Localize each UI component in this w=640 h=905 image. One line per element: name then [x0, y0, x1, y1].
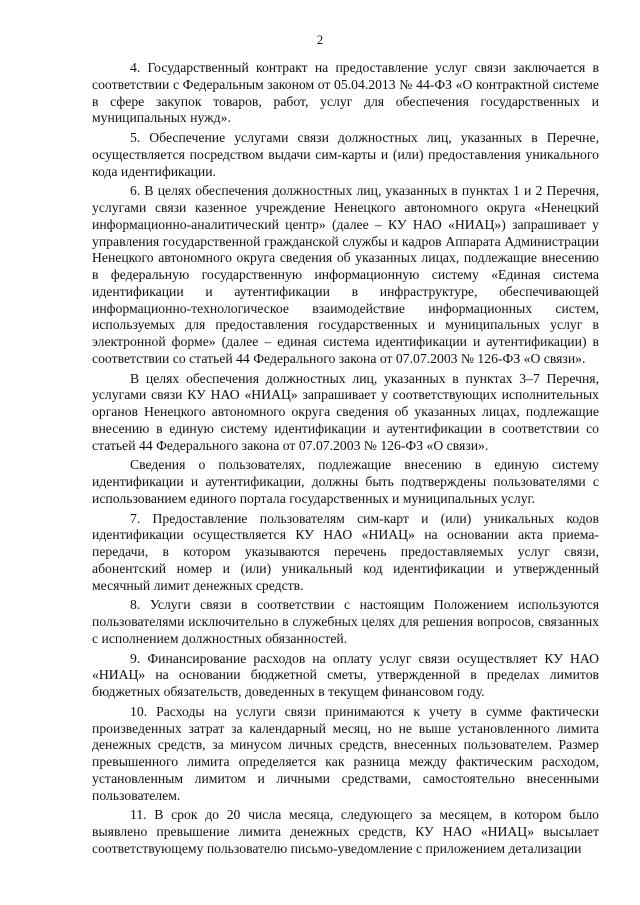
paragraph-item-5: 5. Обеспечение услугами связи должностных лиц, указанных в Перечне, осуществляется посредством выдачи сим-карты и (или) предоставления уникального кода идентификации.	[92, 130, 599, 179]
paragraph-item-6: 6. В целях обеспечения должностных лиц, указанных в пунктах 1 и 2 Перечня, услугами связи казенное учреждение Ненецкого автономного округа «Ненецкий информационно-аналитический центр» (далее – КУ НАО «НИАЦ») запрашивает у управления государственной гражданской службы и кадров Аппарата Администрации Ненецкого автономного округа сведения об указанных лицах, подлежащие внесению в федеральную государственную информационную систему «Единая система идентификации и аутентификации в инфраструктуре, обеспечивающей информационно-технологическое взаимодействие информационных систем, используемых для предоставления государственных и муниципальных услуг в электронной форме» (далее – единая система идентификации и аутентификации) в соответствии со статьей 44 Федерального закона от 07.07.2003 № 126-ФЗ «О связи».	[92, 183, 599, 366]
paragraph-item-7: 7. Предоставление пользователям сим-карт и (или) уникальных кодов идентификации осуществляется КУ НАО «НИАЦ» на основании акта приема-передачи, в котором указываются перечень предоставляемых услуг связи, абонентский номер и (или) уникальный код идентификации и утвержденный месячный лимит денежных средств.	[92, 510, 599, 593]
paragraph-item-11: 11. В срок до 20 числа месяца, следующего за месяцем, в котором было выявлено превышение лимита денежных средств, КУ НАО «НИАЦ» высылает соответствующему пользователю письмо-уведомление с приложением детализации	[92, 807, 599, 856]
page-number: 2	[316, 33, 324, 47]
paragraph-item-6-part-3: Сведения о пользователях, подлежащие внесению в единую систему идентификации и аутентификации, должны быть подтверждены пользователями с использованием единого портала государственных и муниципальных услуг.	[92, 457, 599, 506]
paragraph-item-9: 9. Финансирование расходов на оплату услуг связи осуществляет КУ НАО «НИАЦ» на основании бюджетной сметы, утвержденной в пределах лимитов бюджетных обязательств, доведенных в текущем финансовом году.	[92, 650, 599, 699]
document-body	[92, 60, 599, 858]
paragraph-item-8: 8. Услуги связи в соответствии с настоящим Положением используются пользователями исключительно в служебных целях для решения вопросов, связанных с исполнением должностных обязанностей.	[92, 597, 599, 646]
paragraph-item-4: 4. Государственный контракт на предоставление услуг связи заключается в соответствии с Федеральным законом от 05.04.2013 № 44-ФЗ «О контрактной системе в сфере закупок товаров, работ, услуг для обеспечения государственных и муниципальных нужд».	[92, 60, 599, 126]
paragraph-item-10: 10. Расходы на услуги связи принимаются к учету в сумме фактически произведенных затрат за календарный месяц, но не выше установленного лимита денежных средств, за минусом личных средств, внесенных пользователем. Размер превышенного лимита определяется как разница между фактическим расходом, установленным лимитом и личными средствами, самостоятельно внесенными пользователем.	[92, 703, 599, 803]
paragraph-item-6-part-2: В целях обеспечения должностных лиц, указанных в пунктах 3–7 Перечня, услугами связи КУ НАО «НИАЦ» запрашивает у соответствующих исполнительных органов Ненецкого автономного округа сведения об указанных лицах, подлежащие внесению в единую систему идентификации и аутентификации в соответствии со статьей 44 Федерального закона от 07.07.2003 № 126-ФЗ «О связи».	[92, 370, 599, 453]
